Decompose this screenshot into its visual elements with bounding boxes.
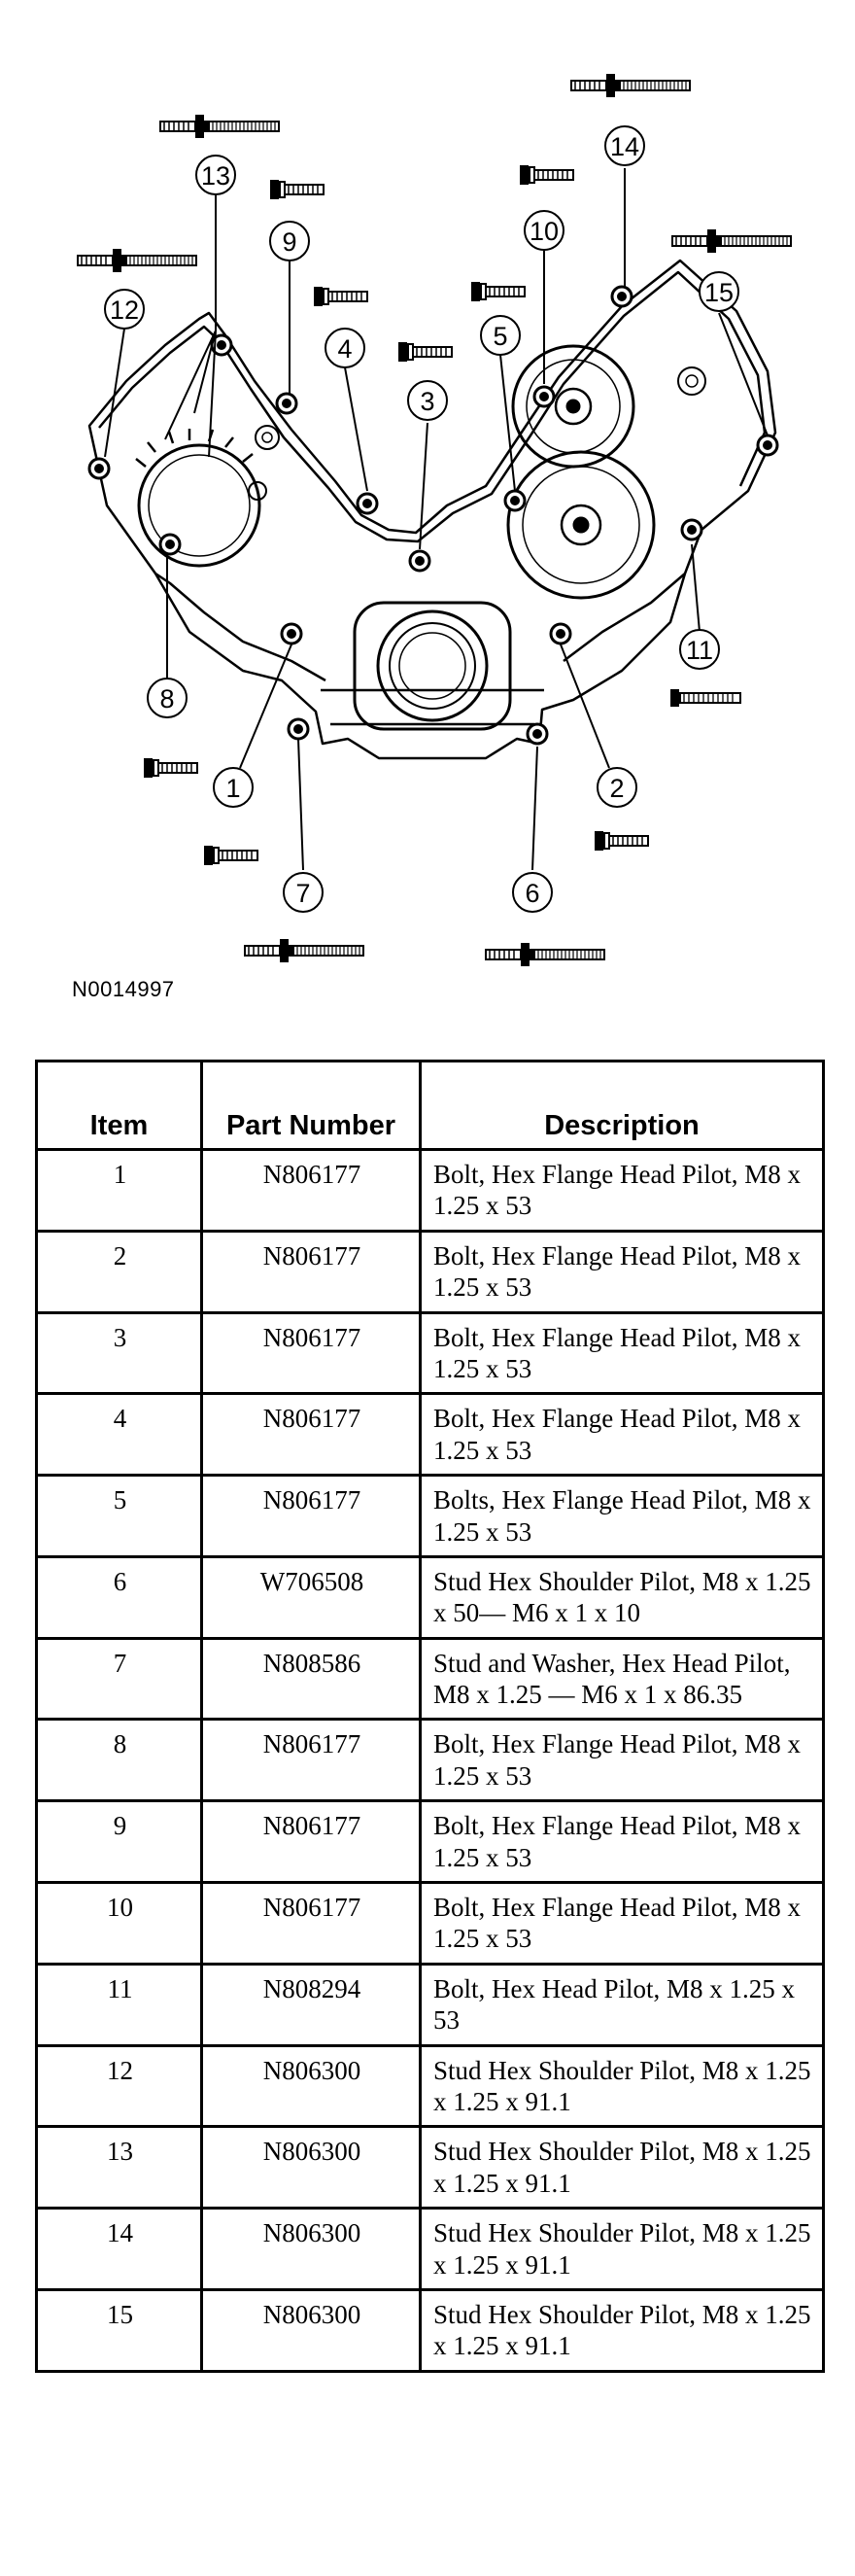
table-row: [37, 1150, 824, 1232]
cell-item: 5: [37, 1476, 202, 1557]
bolt-icon-2: [595, 831, 648, 851]
cell-description: Bolt, Hex Flange Head Pilot, M8 x 1.25 x 53: [421, 1150, 824, 1232]
cell-item: 4: [37, 1394, 202, 1476]
bolt-icon-4: [314, 287, 367, 306]
svg-text:14: 14: [609, 132, 640, 161]
cell-item: 7: [37, 1638, 202, 1720]
table-row: [37, 1883, 824, 1965]
cell-item: 9: [37, 1801, 202, 1883]
cell-part-number: N806177: [202, 1720, 421, 1801]
svg-text:2: 2: [609, 774, 625, 803]
cell-item: 8: [37, 1720, 202, 1801]
cell-item: 1: [37, 1150, 202, 1232]
svg-text:15: 15: [703, 278, 735, 307]
table-row: [37, 1720, 824, 1801]
crankshaft-seal: [355, 603, 510, 729]
cell-item: 6: [37, 1556, 202, 1638]
svg-text:3: 3: [420, 387, 435, 416]
cell-item: 3: [37, 1312, 202, 1394]
cell-item: 13: [37, 2127, 202, 2209]
cell-part-number: N806177: [202, 1883, 421, 1965]
cell-part-number: N806177: [202, 1231, 421, 1312]
table-row: [37, 2045, 824, 2127]
bolt-icon-3: [398, 342, 452, 362]
table-row: [37, 1801, 824, 1883]
table-body: [37, 1150, 824, 2372]
svg-text:5: 5: [493, 322, 508, 351]
cell-description: Stud Hex Shoulder Pilot, M8 x 1.25 x 50— M6 x 1 x 10: [421, 1556, 824, 1638]
cell-description: Stud and Washer, Hex Head Pilot, M8 x 1.25 — M6 x 1 x 86.35: [421, 1638, 824, 1720]
cell-item: 12: [37, 2045, 202, 2127]
cell-description: Stud Hex Shoulder Pilot, M8 x 1.25 x 1.25 x 91.1: [421, 2289, 824, 2371]
cell-part-number: N806177: [202, 1801, 421, 1883]
callout-6: [513, 873, 552, 912]
bolt-icon-1: [204, 846, 257, 865]
front-cover-outline: [89, 261, 775, 758]
cell-description: Stud Hex Shoulder Pilot, M8 x 1.25 x 1.25 x 91.1: [421, 2127, 824, 2209]
cell-description: Stud Hex Shoulder Pilot, M8 x 1.25 x 1.25 x 91.1: [421, 2209, 824, 2290]
cell-description: Bolt, Hex Flange Head Pilot, M8 x 1.25 x 53: [421, 1801, 824, 1883]
callout-9: [270, 222, 309, 261]
callout-13: [196, 156, 235, 194]
table-row: [37, 1394, 824, 1476]
callout-4: [325, 329, 364, 367]
stud-icon-14: [571, 74, 690, 97]
svg-text:4: 4: [337, 334, 353, 364]
callout-12: [105, 290, 144, 329]
stud-icon-12: [78, 249, 196, 272]
svg-text:8: 8: [159, 684, 175, 714]
callout-14: [605, 126, 644, 165]
stud-icon-13: [160, 115, 279, 138]
cell-part-number: N808586: [202, 1638, 421, 1720]
bolt-icon-8: [144, 758, 197, 778]
callout-8: [148, 679, 187, 717]
cell-part-number: W706508: [202, 1556, 421, 1638]
callout-1: [214, 768, 253, 807]
cell-part-number: N806177: [202, 1312, 421, 1394]
callout-10: [525, 211, 564, 250]
cell-item: 11: [37, 1964, 202, 2045]
cell-part-number: N806177: [202, 1150, 421, 1232]
fastener-icons: [78, 74, 791, 966]
stud-icon-7: [245, 939, 363, 962]
figure-code: N0014997: [72, 977, 175, 1001]
callout-2: [598, 768, 636, 807]
table-row: [37, 1638, 824, 1720]
cell-description: Bolts, Hex Flange Head Pilot, M8 x 1.25 x 53: [421, 1476, 824, 1557]
callout-3: [408, 381, 447, 420]
table-row: [37, 2289, 824, 2371]
svg-text:11: 11: [685, 636, 714, 665]
cell-description: Stud Hex Shoulder Pilot, M8 x 1.25 x 1.25 x 91.1: [421, 2045, 824, 2127]
stud-icon-15: [672, 229, 791, 253]
header-item: Item: [37, 1062, 202, 1150]
cell-part-number: N806300: [202, 2045, 421, 2127]
svg-text:1: 1: [225, 774, 241, 803]
cell-description: Bolt, Hex Flange Head Pilot, M8 x 1.25 x 53: [421, 1720, 824, 1801]
cam-pulleys: [508, 346, 705, 598]
cell-part-number: N806177: [202, 1394, 421, 1476]
table-row: [37, 2209, 824, 2290]
cell-item: 10: [37, 1883, 202, 1965]
cell-description: Bolt, Hex Flange Head Pilot, M8 x 1.25 x 53: [421, 1394, 824, 1476]
callout-5: [481, 316, 520, 355]
svg-text:13: 13: [200, 161, 231, 191]
stud-icon-6: [486, 943, 604, 966]
table-row: [37, 1964, 824, 2045]
table-row: [37, 1231, 824, 1312]
engine-front-cover-diagram: [0, 0, 855, 972]
table-row: [37, 2127, 824, 2209]
bolt-icon-9: [270, 180, 324, 199]
cell-item: 2: [37, 1231, 202, 1312]
svg-text:6: 6: [525, 879, 540, 908]
table-row: [37, 1556, 824, 1638]
water-pump-pulley: [136, 426, 279, 566]
table-row: [37, 1476, 824, 1557]
table-header-row: [37, 1062, 824, 1150]
svg-text:10: 10: [529, 217, 560, 246]
cell-part-number: N806300: [202, 2127, 421, 2209]
bolt-icon-11: [670, 689, 740, 707]
cell-item: 14: [37, 2209, 202, 2290]
cell-description: Bolt, Hex Flange Head Pilot, M8 x 1.25 x 53: [421, 1883, 824, 1965]
cell-part-number: N808294: [202, 1964, 421, 2045]
svg-text:12: 12: [109, 296, 140, 325]
callout-7: [284, 873, 323, 912]
callout-11: [680, 630, 719, 669]
bolt-icon-5: [471, 282, 525, 301]
leader-lines: [105, 168, 768, 870]
cell-description: Bolt, Hex Head Pilot, M8 x 1.25 x 53: [421, 1964, 824, 2045]
cell-part-number: N806300: [202, 2289, 421, 2371]
callout-15: [700, 272, 738, 311]
cell-description: Bolt, Hex Flange Head Pilot, M8 x 1.25 x 53: [421, 1312, 824, 1394]
header-description: Description: [421, 1062, 824, 1150]
svg-text:9: 9: [282, 227, 297, 257]
cell-part-number: N806177: [202, 1476, 421, 1557]
svg-text:7: 7: [295, 879, 311, 908]
header-part-number: Part Number: [202, 1062, 421, 1150]
cell-item: 15: [37, 2289, 202, 2371]
cell-part-number: N806300: [202, 2209, 421, 2290]
parts-table: [35, 1060, 825, 2373]
cell-description: Bolt, Hex Flange Head Pilot, M8 x 1.25 x 53: [421, 1231, 824, 1312]
table-row: [37, 1312, 824, 1394]
bolt-icon-10: [520, 165, 573, 185]
